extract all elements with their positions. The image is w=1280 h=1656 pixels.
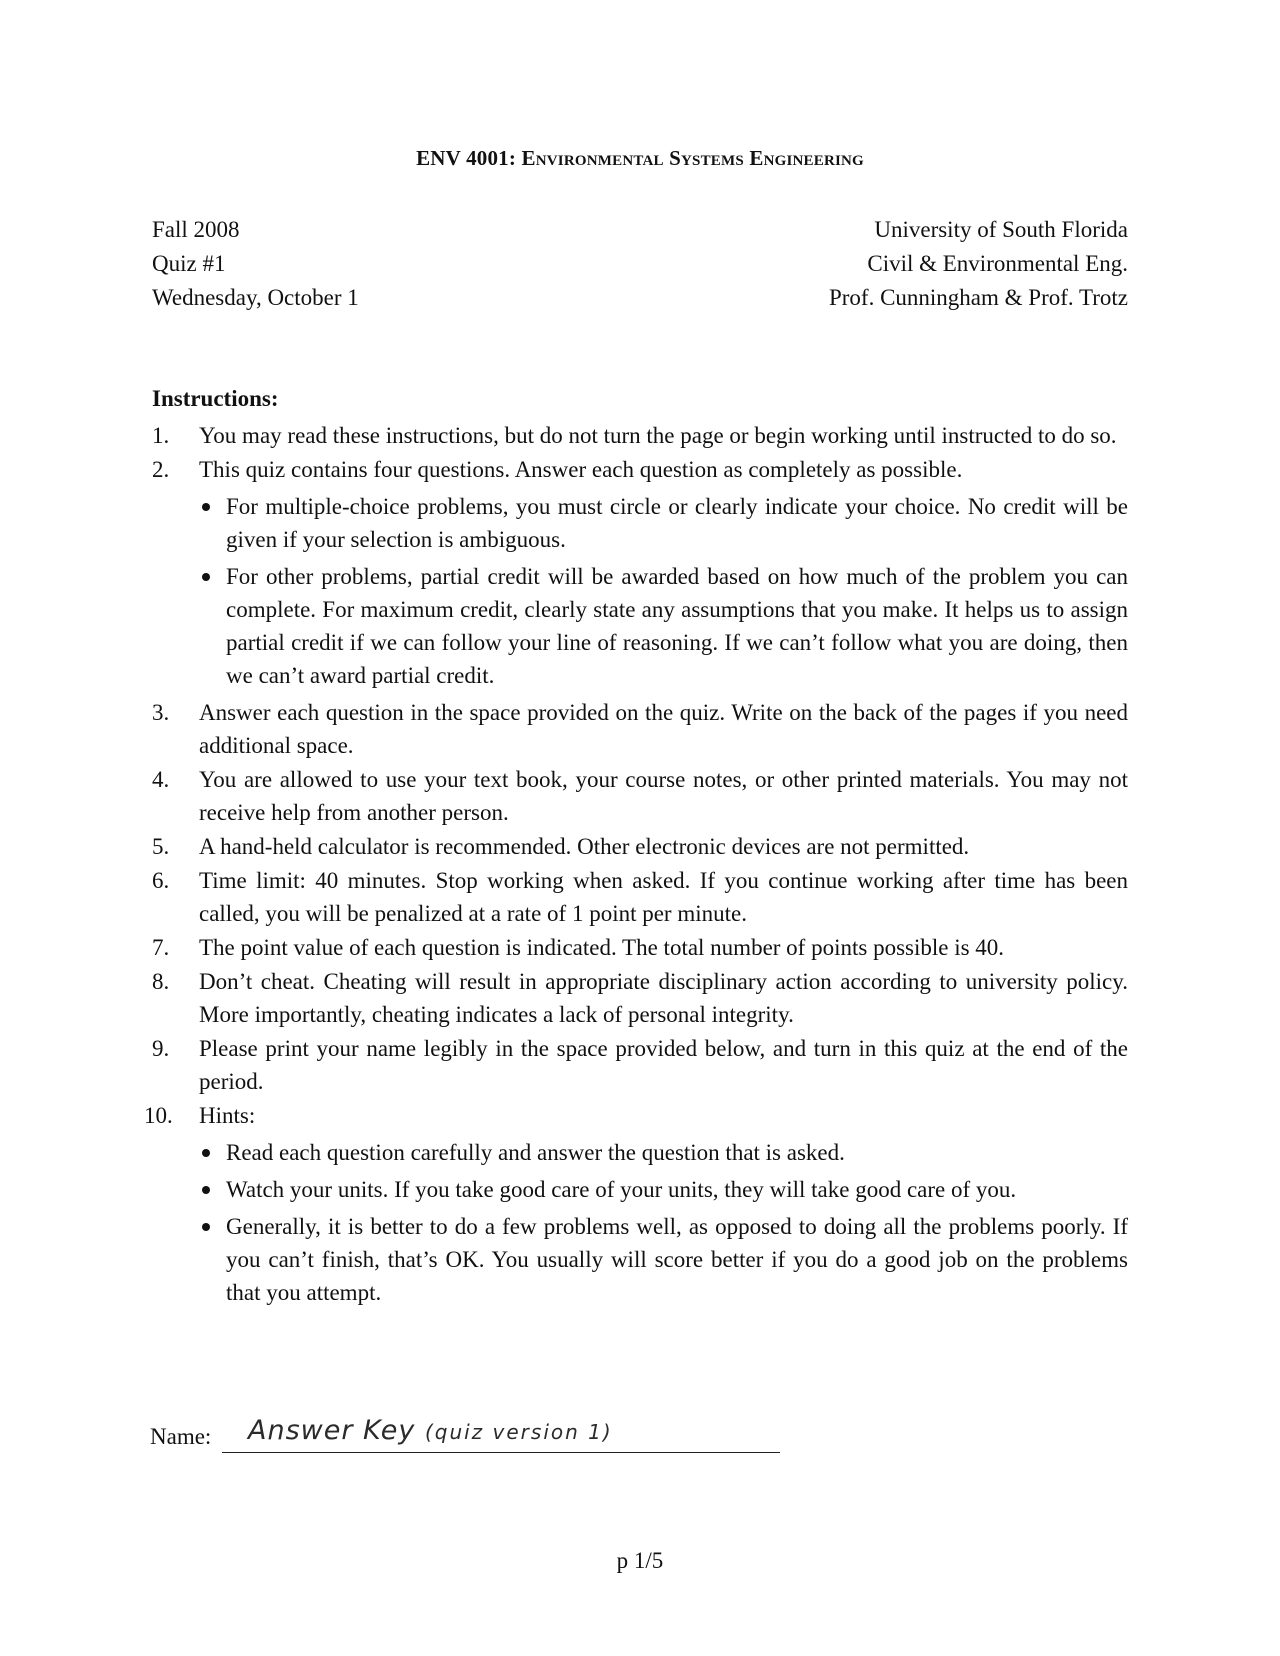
instruction-item bbox=[152, 864, 1128, 930]
instructions-list bbox=[144, 419, 1128, 1313]
quiz-number: Quiz #1 bbox=[152, 251, 226, 276]
name-underline bbox=[222, 1452, 780, 1453]
bullet-list bbox=[199, 1136, 1128, 1309]
instruction-item bbox=[152, 830, 1128, 863]
semester: Fall 2008 bbox=[152, 217, 240, 242]
header-right-block bbox=[829, 213, 1128, 315]
course-title bbox=[0, 146, 1280, 171]
header-left-block bbox=[152, 213, 359, 315]
bullet-item: For other problems, partial credit will be awarded based on how much of the problem you can complete. For maximum credit, clearly state any assumptions that you make. It helps us to assign partial credit if we can follow your line of reasoning. If we can’t follow what you are doing, then we can’t award partial credit. bbox=[199, 560, 1128, 692]
bullet-item: Watch your units. If you take good care of your units, they will take good care of you. bbox=[199, 1173, 1128, 1206]
item-number: 2. bbox=[152, 457, 170, 482]
bullet-item: Generally, it is better to do a few problems well, as opposed to doing all the problems poorly. If you can’t finish, that’s OK. You usually will score better if you do a good job on the problems that you attempt. bbox=[199, 1210, 1128, 1309]
instruction-item bbox=[152, 763, 1128, 829]
instructions-heading: Instructions: bbox=[152, 386, 279, 411]
name-label: Name: bbox=[150, 1424, 212, 1449]
bullet-item: Read each question carefully and answer the question that is asked. bbox=[199, 1136, 1128, 1169]
quiz-date: Wednesday, October 1 bbox=[152, 285, 359, 310]
item-number: 9. bbox=[152, 1036, 170, 1061]
item-number: 4. bbox=[152, 767, 170, 792]
item-text: A hand-held calculator is recommended. Other electronic devices are not permitted. bbox=[199, 834, 970, 859]
handwritten-name bbox=[248, 1415, 613, 1446]
item-number: 10. bbox=[144, 1103, 173, 1128]
university: University of South Florida bbox=[874, 217, 1128, 242]
item-text: You are allowed to use your text book, your course notes, or other printed materials. You may not receive help from another person. bbox=[199, 767, 1128, 825]
item-text: Hints: bbox=[199, 1103, 256, 1128]
item-number: 8. bbox=[152, 969, 170, 994]
item-text: The point value of each question is indicated. The total number of points possible is 40. bbox=[199, 935, 1005, 960]
bullet-item: For multiple-choice problems, you must circle or clearly indicate your choice. No credit will be given if your selection is ambiguous. bbox=[199, 490, 1128, 556]
instruction-item bbox=[152, 965, 1128, 1031]
handwritten-version-note: (quiz version 1) bbox=[424, 1420, 613, 1444]
item-number: 5. bbox=[152, 834, 170, 859]
instruction-item bbox=[152, 453, 1128, 692]
item-text: Don’t cheat. Cheating will result in appropriate disciplinary action according to university policy. More importantly, cheating indicates a lack of personal integrity. bbox=[199, 969, 1128, 1027]
item-number: 3. bbox=[152, 700, 170, 725]
item-number: 7. bbox=[152, 935, 170, 960]
instruction-item bbox=[144, 1099, 1128, 1309]
instructors: Prof. Cunningham & Prof. Trotz bbox=[828, 285, 1128, 310]
instruction-item bbox=[152, 419, 1128, 452]
instruction-item bbox=[152, 1032, 1128, 1098]
department: Civil & Environmental Eng. bbox=[867, 251, 1128, 276]
instruction-item bbox=[152, 931, 1128, 964]
item-text: This quiz contains four questions. Answer each question as completely as possible. bbox=[199, 457, 963, 482]
page-number: p 1/5 bbox=[616, 1548, 664, 1573]
course-name: Environmental Systems Engineering bbox=[521, 146, 864, 170]
item-number: 1. bbox=[152, 423, 170, 448]
handwritten-answer-key: Answer Key bbox=[248, 1415, 416, 1446]
item-number: 6. bbox=[152, 868, 170, 893]
course-code: ENV 4001: bbox=[416, 146, 517, 170]
item-text: Please print your name legibly in the space provided below, and turn in this quiz at the end of the period. bbox=[199, 1036, 1128, 1094]
item-text: Time limit: 40 minutes. Stop working when asked. If you continue working after time has been called, you will be penalized at a rate of 1 point per minute. bbox=[199, 868, 1128, 926]
bullet-list bbox=[199, 490, 1128, 692]
instruction-item bbox=[152, 696, 1128, 762]
item-text: Answer each question in the space provided on the quiz. Write on the back of the pages if you need additional space. bbox=[199, 700, 1128, 758]
item-text: You may read these instructions, but do not turn the page or begin working until instructed to do so. bbox=[199, 423, 1117, 448]
